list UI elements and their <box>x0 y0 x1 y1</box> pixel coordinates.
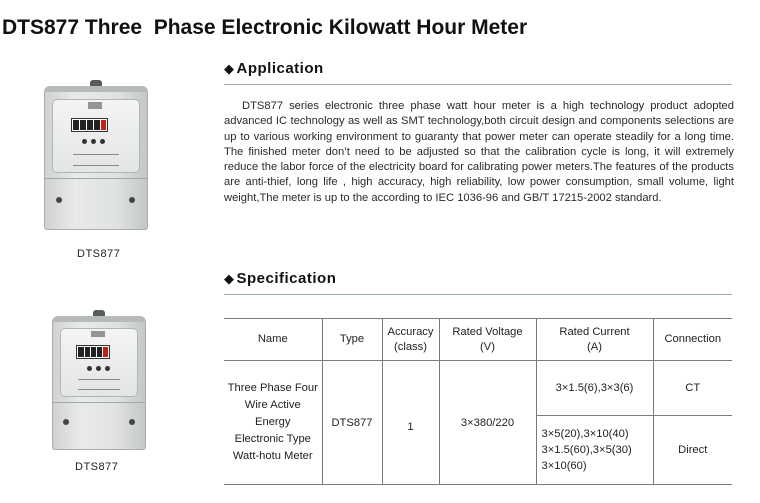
meter-image-caption: DTS877 <box>75 461 119 473</box>
application-paragraph: DTS877 series electronic three phase watt hour meter is a high technology product adopted advanced IC technology as well as SMT technology,both circuit design and components selections are up to various working environment to guaranty that power meter can operate steadily for a long time. The finished meter don’t need to be adjusted so that the calibration cycle is long, it will extremely reduce the labor force of the electricity board for calibrating power meters.The features of the products are anti-thief, long life , high accuracy, high reliability, low power consumption, small volume, light weight,The meter is up to the according to IEC 1036-96 and GB/T 17215-2002 standard. <box>224 100 734 204</box>
table-row <box>224 361 732 416</box>
page-title: DTS877 Three Phase Electronic Kilowatt Hour Meter <box>2 16 528 39</box>
application-divider <box>224 84 732 85</box>
connection-cell-ct: CT <box>653 361 732 416</box>
specification-table <box>224 318 732 485</box>
specification-divider <box>224 294 732 295</box>
column-header-current: Rated Current (A) <box>536 319 653 361</box>
column-header-accuracy: Accuracy (class) <box>382 319 439 361</box>
table-header-row <box>224 319 732 361</box>
diamond-bullet-icon: ◆ <box>224 271 235 286</box>
specification-heading <box>224 270 336 287</box>
application-heading-text: Application <box>236 60 324 77</box>
meter-image <box>52 316 146 450</box>
column-header-connection: Connection <box>653 319 732 361</box>
column-header-voltage: Rated Voltage (V) <box>439 319 536 361</box>
connection-cell-direct: Direct <box>653 416 732 485</box>
type-cell: DTS877 <box>322 361 382 485</box>
application-heading <box>224 60 324 77</box>
meter-image <box>44 86 148 230</box>
accuracy-cell: 1 <box>382 361 439 485</box>
meter-image-caption: DTS877 <box>77 248 121 260</box>
specification-heading-text: Specification <box>236 270 337 287</box>
column-header-name: Name <box>224 319 322 361</box>
diamond-bullet-icon: ◆ <box>224 61 235 76</box>
product-name-cell: Three Phase Four Wire Active Energy Electronic Type Watt-hotu Meter <box>224 361 322 485</box>
voltage-cell: 3×380/220 <box>439 361 536 485</box>
current-cell-ct: 3×1.5(6),3×3(6) <box>536 361 653 416</box>
current-cell-direct: 3×5(20),3×10(40) 3×1.5(60),3×5(30) 3×10(60) <box>536 416 653 485</box>
column-header-type: Type <box>322 319 382 361</box>
